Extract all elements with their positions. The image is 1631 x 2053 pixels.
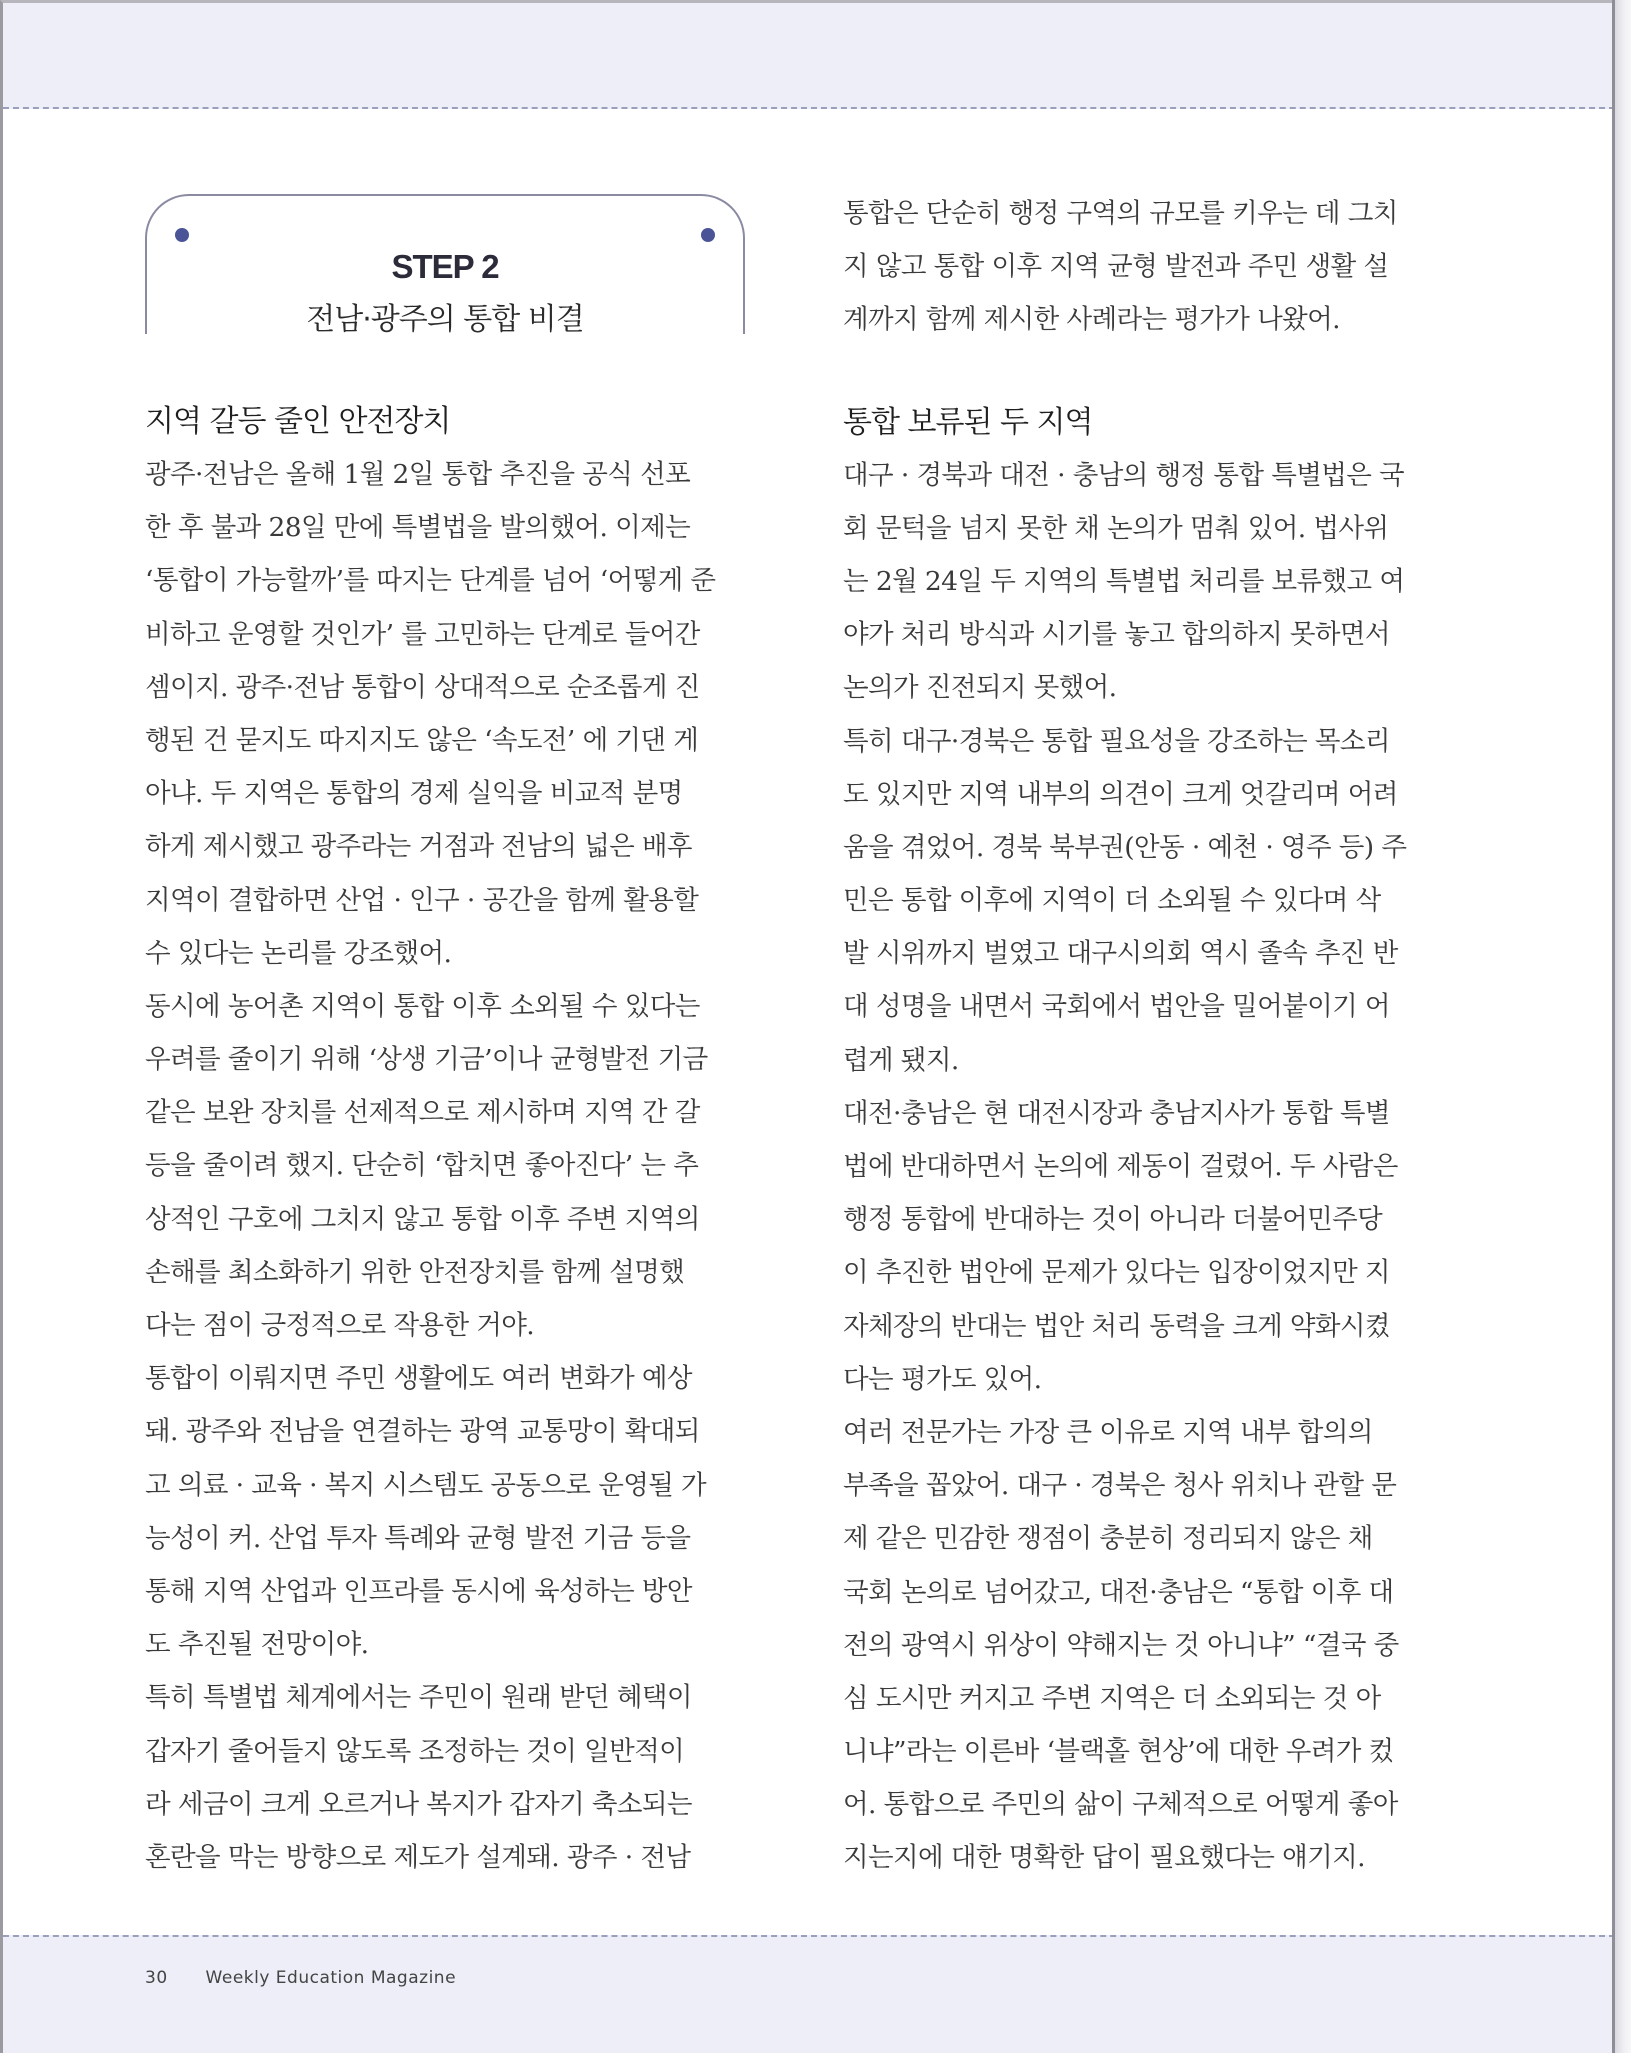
step-label: STEP 2 [391, 248, 499, 285]
section-gap [843, 347, 1443, 401]
text-line: 같은 보완 장치를 선제적으로 제시하며 지역 간 갈 [145, 1097, 700, 1129]
text-line: 발 시위까지 벌였고 대구시의회 역시 졸속 추진 반 [843, 938, 1398, 970]
text-line: 대전·충남은 현 대전시장과 충남지사가 통합 특별 [843, 1097, 1390, 1129]
text-line: 전의 광역시 위상이 약해지는 것 아니냐” “결국 중 [843, 1629, 1399, 1661]
text-line: 움을 겪었어. 경북 북부권(안동 · 예천 · 영주 등) 주 [843, 831, 1407, 863]
text-line: 대 성명을 내면서 국회에서 법안을 밀어붙이기 어 [843, 991, 1390, 1023]
text-line: ‘통합이 가능할까’를 따지는 단계를 넘어 ‘어떻게 준 [145, 565, 716, 597]
text-line: 여러 전문가는 가장 큰 이유로 지역 내부 합의의 [843, 1416, 1373, 1448]
text-line: 니냐”라는 이른바 ‘블랙홀 현상’에 대한 우려가 컸 [843, 1736, 1394, 1768]
text-line: 통합이 이뤄지면 주민 생활에도 여러 변화가 예상 [145, 1363, 692, 1395]
text-line: 국회 논의로 넘어갔고, 대전·충남은 “통합 이후 대 [843, 1576, 1394, 1608]
text-line: 심 도시만 커지고 주변 지역은 더 소외되는 것 아 [843, 1682, 1381, 1714]
text-line: 이 추진한 법안에 문제가 있다는 입장이었지만 지 [843, 1257, 1390, 1289]
page-footer [145, 1968, 456, 1988]
bottom-footer-band [3, 1935, 1612, 2053]
right-section-heading: 통합 보류된 두 지역 [843, 404, 1093, 440]
decorative-dot-right [701, 228, 715, 242]
text-line: 광주·전남은 올해 1월 2일 통합 추진을 공식 선포 [145, 459, 691, 490]
text-line: 돼. 광주와 전남을 연결하는 광역 교통망이 확대되 [145, 1416, 700, 1448]
text-line: 민은 통합 이후에 지역이 더 소외될 수 있다며 삭 [843, 885, 1381, 917]
text-line: 아냐. 두 지역은 통합의 경제 실익을 비교적 분명 [145, 778, 683, 810]
step-heading-box [145, 194, 745, 337]
text-line: 지역이 결합하면 산업 · 인구 · 공간을 함께 활용할 [145, 884, 699, 916]
text-line: 동시에 농어촌 지역이 통합 이후 소외될 수 있다는 [145, 990, 700, 1022]
text-line: 자체장의 반대는 법안 처리 동력을 크게 약화시켰 [843, 1310, 1390, 1342]
top-header-band [3, 3, 1612, 109]
text-line: 다는 평가도 있어. [843, 1363, 1042, 1395]
text-line: 한 후 불과 28일 만에 특별법을 발의했어. 이제는 [145, 512, 691, 544]
text-line: 다는 점이 긍정적으로 작용한 거야. [145, 1310, 535, 1341]
text-line: 회 문턱을 넘지 못한 채 논의가 멈춰 있어. 법사위 [843, 512, 1389, 544]
text-line: 는 2월 24일 두 지역의 특별법 처리를 보류했고 여 [843, 565, 1405, 597]
text-line: 통합은 단순히 행정 구역의 규모를 키우는 데 그치 [843, 198, 1398, 229]
text-line: 비하고 운영할 것인가’ 를 고민하는 단계로 들어간 [145, 618, 700, 650]
text-line: 갑자기 줄어들지 않도록 조정하는 것이 일반적이 [145, 1735, 685, 1767]
text-line: 혼란을 막는 방향으로 제도가 설계돼. 광주 · 전남 [145, 1841, 691, 1873]
text-line: 수 있다는 논리를 강조했어. [145, 937, 452, 969]
text-line: 렵게 됐지. [843, 1044, 959, 1076]
text-line: 계까지 함께 제시한 사례라는 평가가 나왔어. [843, 304, 1340, 336]
text-line: 특히 특별법 체계에서는 주민이 원래 받던 혜택이 [145, 1682, 692, 1714]
text-line: 논의가 진전되지 못했어. [843, 672, 1117, 704]
text-line: 행된 건 묻지도 따지지도 않은 ‘속도전’ 에 기댄 게 [145, 724, 699, 756]
right-column [843, 187, 1443, 1885]
text-line: 라 세금이 크게 오르거나 복지가 갑자기 축소되는 [145, 1788, 692, 1820]
text-line: 지 않고 통합 이후 지역 균형 발전과 주민 생활 설 [843, 251, 1389, 283]
text-line: 부족을 꼽았어. 대구 · 경북은 청사 위치나 관할 문 [843, 1470, 1397, 1502]
text-line: 제 같은 민감한 쟁점이 충분히 정리되지 않은 채 [843, 1523, 1373, 1555]
page-edge-shadow [1612, 0, 1631, 2053]
text-line: 대구 · 경북과 대전 · 충남의 행정 통합 특별법은 국 [843, 459, 1405, 491]
text-line: 통해 지역 산업과 인프라를 동시에 육성하는 방안 [145, 1575, 692, 1607]
text-line: 도 있지만 지역 내부의 의견이 크게 엇갈리며 어려 [843, 778, 1398, 810]
decorative-dot-left [175, 228, 189, 242]
text-line: 우려를 줄이기 위해 ‘상생 기금’이나 균형발전 기금 [145, 1044, 708, 1076]
text-line: 법에 반대하면서 논의에 제동이 걸렸어. 두 사람은 [843, 1151, 1398, 1182]
text-line: 하게 제시했고 광주라는 거점과 전남의 넓은 배후 [145, 831, 692, 863]
text-line: 등을 줄이려 했지. 단순히 ‘합치면 좋아진다’ 는 추 [145, 1150, 699, 1182]
page-number: 30 [145, 1968, 168, 1988]
text-line: 고 의료 · 교육 · 복지 시스템도 공동으로 운영될 가 [145, 1469, 707, 1501]
text-line: 야가 처리 방식과 시기를 놓고 합의하지 못하면서 [843, 619, 1390, 651]
text-line: 지는지에 대한 명확한 답이 필요했다는 얘기지. [843, 1842, 1365, 1874]
publication-name: Weekly Education Magazine [205, 1968, 457, 1988]
text-line: 어. 통합으로 주민의 삶이 구체적으로 어떻게 좋아 [843, 1789, 1398, 1821]
text-line: 상적인 구호에 그치지 않고 통합 이후 주변 지역의 [145, 1203, 700, 1235]
text-line: 셈이지. 광주·전남 통합이 상대적으로 순조롭게 진 [145, 671, 700, 703]
left-section-heading: 지역 갈등 줄인 안전장치 [145, 404, 451, 439]
text-line: 도 추진될 전망이야. [145, 1629, 369, 1661]
text-line: 능성이 커. 산업 투자 특례와 균형 발전 기금 등을 [145, 1522, 691, 1554]
text-line: 특히 대구·경북은 통합 필요성을 강조하는 목소리 [843, 725, 1390, 757]
text-line: 행정 통합에 반대하는 것이 아니라 더불어민주당 [843, 1204, 1383, 1236]
text-line: 손해를 최소화하기 위한 안전장치를 함께 설명했 [145, 1256, 685, 1288]
step-subtitle: 전남·광주의 통합 비결 [306, 302, 584, 337]
left-column [145, 400, 745, 1884]
